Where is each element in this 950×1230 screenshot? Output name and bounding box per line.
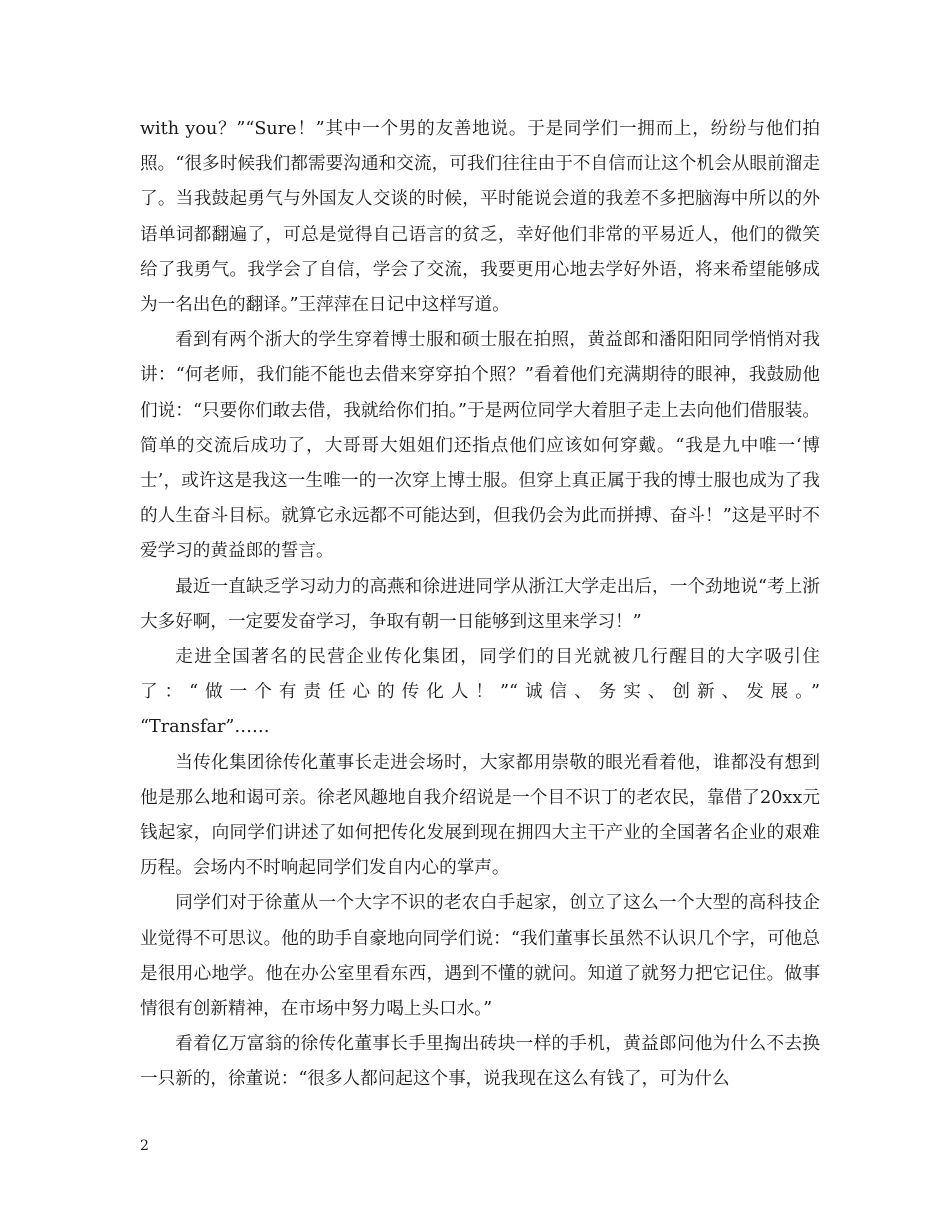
paragraph-6: 当传化集团徐传化董事长走进会场时，大家都用崇敬的眼光看着他，谁都没有想到他是那么地和谒可亲。徐老风趣地自我介绍说是一个目不识丁的老农民，靠借了20xx元钱起家，向同学们讲述了如何把传化发展到现在拥四大主干产业的全国著名企业的艰难历程。会场内不时响起同学们发自内心的掌声。	[140, 752, 820, 879]
page-number: 2	[140, 1138, 149, 1154]
paragraph-8: 看着亿万富翁的徐传化董事长手里掏出砖块一样的手机，黄益郎问他为什么不去换一只新的，徐董说：“很多人都问起这个事，说我现在这么有钱了，可为什么	[140, 1034, 820, 1090]
paragraph-7: 同学们对于徐董从一个大字不识的老农白手起家，创立了这么一个大型的高科技企业觉得不可思议。他的助手自豪地向同学们说：“我们董事长虽然不认识几个字，可他总是很用心地学。他在办公室里看东西，遇到不懂的就问。知道了就努力把它记住。做事情很有创新精神，在市场中努力喝上头口水。”	[140, 893, 820, 1020]
paragraph-1: with you？”“Sure！”其中一个男的友善地说。于是同学们一拥而上，纷纷与他们拍照。“很多时候我们都需要沟通和交流，可我们往往由于不自信而让这个机会从眼前溜走了。当我鼓起勇气与外国友人交谈的时候，平时能说会道的我差不多把脑海中所以的外语单词都翻遍了，可总是觉得自己语言的贫乏，幸好他们非常的平易近人，他们的微笑给了我勇气。我学会了自信，学会了交流，我要更用心地去学好外语，将来希望能够成为一名出色的翻译。”王萍萍在日记中这样写道。	[140, 119, 820, 316]
paragraph-2: 看到有两个浙大的学生穿着博士服和硕士服在拍照，黄益郎和潘阳阳同学悄悄对我讲：“何老师，我们能不能也去借来穿穿拍个照？”看着他们充满期待的眼神，我鼓励他们说：“只要你们敢去借，我就给你们拍。”于是两位同学大着胆子走上去向他们借服装。简单的交流后成功了，大哥哥大姐姐们还指点他们应该如何穿戴。“我是九中唯一‘博士’，或许这是我这一生唯一的一次穿上博士服。但穿上真正属于我的博士服也成为了我的人生奋斗目标。就算它永远都不可能达到，但我仍会为此而拼搏、奋斗！”这是平时不爱学习的黄益郎的誓言。	[140, 330, 820, 562]
paragraph-5: “Transfar”……	[140, 717, 270, 738]
paragraph-4: 走进全国著名的民营企业传化集团，同学们的目光就被几行醒目的大字吸引住了：“做一个有责任心的传化人！”“诚信、务实、创新、发展。”	[140, 647, 820, 703]
paragraph-3: 最近一直缺乏学习动力的高燕和徐进进同学从浙江大学走出后，一个劲地说“考上浙大多好啊，一定要发奋学习，争取有朝一日能够到这里来学习！”	[140, 576, 820, 632]
body-text	[140, 112, 820, 1098]
